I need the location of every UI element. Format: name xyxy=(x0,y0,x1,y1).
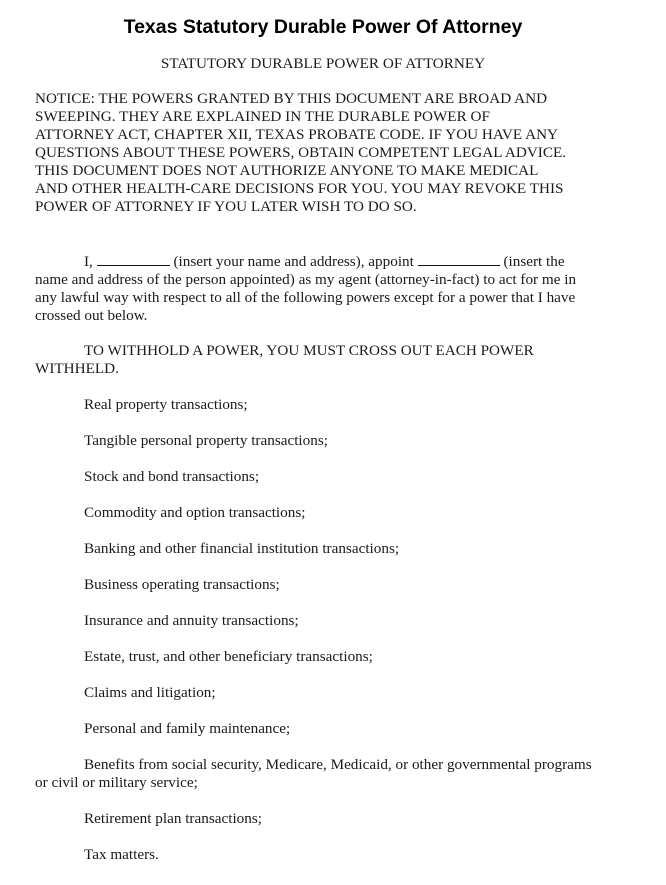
notice-line: QUESTIONS ABOUT THESE POWERS, OBTAIN COMPETENT LEGAL ADVICE. xyxy=(35,144,567,161)
power-item xyxy=(35,810,645,828)
appointment-text: I, xyxy=(84,253,93,270)
power-label: Personal and family maintenance; xyxy=(84,720,291,737)
appointment-text: (insert the xyxy=(503,253,565,270)
notice-line: AND OTHER HEALTH-CARE DECISIONS FOR YOU. YOU MAY REVOKE THIS xyxy=(35,180,564,197)
power-label: Insurance and annuity transactions; xyxy=(84,612,299,629)
notice-line: THIS DOCUMENT DOES NOT AUTHORIZE ANYONE TO MAKE MEDICAL xyxy=(35,162,539,179)
power-item xyxy=(35,720,645,738)
power-item xyxy=(35,468,645,486)
power-label: Claims and litigation; xyxy=(84,684,216,701)
notice-paragraph xyxy=(35,90,635,216)
appointment-paragraph xyxy=(35,253,645,325)
power-item xyxy=(35,756,645,792)
power-label: Tangible personal property transactions; xyxy=(84,432,328,449)
agent-name-blank[interactable] xyxy=(418,253,500,266)
power-label: Retirement plan transactions; xyxy=(84,810,262,827)
power-label: Real property transactions; xyxy=(84,396,248,413)
power-label: Benefits from social security, Medicare, Medicaid, or other governmental programs xyxy=(84,756,592,773)
notice-line: SWEEPING. THEY ARE EXPLAINED IN THE DURABLE POWER OF xyxy=(35,108,490,125)
power-label: Banking and other financial institution transactions; xyxy=(84,540,400,557)
power-item xyxy=(35,432,645,450)
appointment-line: crossed out below. xyxy=(35,307,148,324)
document-title: Texas Statutory Durable Power Of Attorney xyxy=(123,16,523,38)
notice-line: NOTICE: THE POWERS GRANTED BY THIS DOCUMENT ARE BROAD AND xyxy=(35,90,548,107)
power-item xyxy=(35,540,645,558)
notice-line: POWER OF ATTORNEY IF YOU LATER WISH TO DO SO. xyxy=(35,198,417,215)
power-label: Estate, trust, and other beneficiary transactions; xyxy=(84,648,373,665)
power-item xyxy=(35,846,645,864)
power-label: Tax matters. xyxy=(84,846,159,863)
document-subtitle: STATUTORY DURABLE POWER OF ATTORNEY xyxy=(160,55,486,72)
notice-line: ATTORNEY ACT, CHAPTER XII, TEXAS PROBATE CODE. IF YOU HAVE ANY xyxy=(35,126,559,143)
appointment-line xyxy=(35,253,645,271)
withhold-instruction xyxy=(35,342,645,378)
appointment-text: (insert your name and address), appoint xyxy=(173,253,414,270)
withhold-line: TO WITHHOLD A POWER, YOU MUST CROSS OUT EACH POWER xyxy=(84,342,534,359)
power-item xyxy=(35,648,645,666)
power-label: Business operating transactions; xyxy=(84,576,280,593)
power-item xyxy=(35,504,645,522)
power-label-continuation: or civil or military service; xyxy=(35,774,198,791)
principal-name-blank[interactable] xyxy=(97,253,170,266)
power-item xyxy=(35,576,645,594)
power-item xyxy=(35,396,645,414)
power-label: Stock and bond transactions; xyxy=(84,468,260,485)
power-item xyxy=(35,612,645,630)
withhold-line: WITHHELD. xyxy=(35,360,119,377)
appointment-line: name and address of the person appointed) as my agent (attorney-in-fact) to act for me in xyxy=(35,271,577,288)
power-label: Commodity and option transactions; xyxy=(84,504,306,521)
appointment-line: any lawful way with respect to all of the following powers except for a power that I have xyxy=(35,289,576,306)
power-item xyxy=(35,684,645,702)
